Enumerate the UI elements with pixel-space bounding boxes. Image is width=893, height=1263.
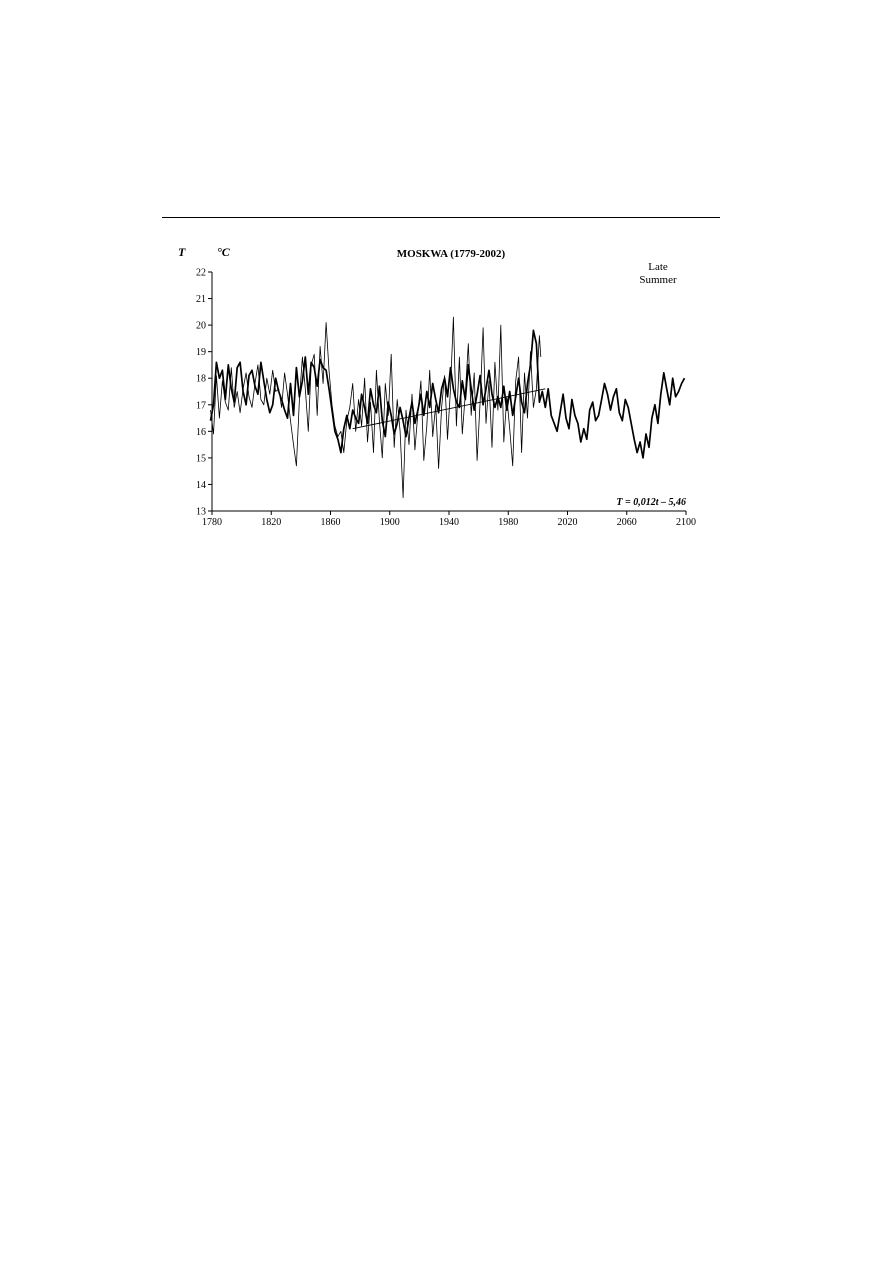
chart	[0, 0, 893, 560]
x-tick-label: 2060	[616, 517, 637, 528]
y-tick-label: 13	[196, 506, 206, 518]
x-ticks	[202, 511, 696, 528]
annotation-line-1: Late	[648, 261, 668, 273]
series-observed-thin	[211, 317, 541, 498]
x-tick-label: 1900	[379, 517, 400, 528]
x-tick-label: 1820	[261, 517, 282, 528]
x-tick-label: 2100	[676, 517, 696, 528]
y-tick-label: 15	[196, 453, 206, 465]
x-tick-label: 1780	[202, 517, 222, 528]
trend-equation: T = 0,012t – 5,46	[616, 497, 686, 508]
y-tick-label: 17	[196, 400, 206, 412]
y-tick-label: 20	[196, 320, 206, 332]
x-tick-label: 1860	[320, 517, 341, 528]
x-tick-label: 1940	[439, 517, 459, 528]
y-tick-label: 14	[196, 479, 206, 491]
y-axis-label: T	[178, 245, 186, 259]
y-tick-label: 18	[196, 373, 206, 385]
y-tick-label: 19	[196, 347, 206, 359]
y-axis-unit: °C	[217, 245, 230, 259]
y-tick-label: 16	[196, 426, 206, 438]
x-tick-label: 2020	[557, 517, 578, 528]
chart-title: MOSKWA (1779-2002)	[396, 248, 506, 260]
annotation-line-2: Summer	[639, 274, 677, 286]
y-tick-label: 22	[196, 267, 206, 279]
y-tick-label: 21	[196, 294, 206, 306]
series-group	[211, 317, 685, 498]
x-tick-label: 1980	[498, 517, 519, 528]
y-ticks	[196, 268, 212, 518]
